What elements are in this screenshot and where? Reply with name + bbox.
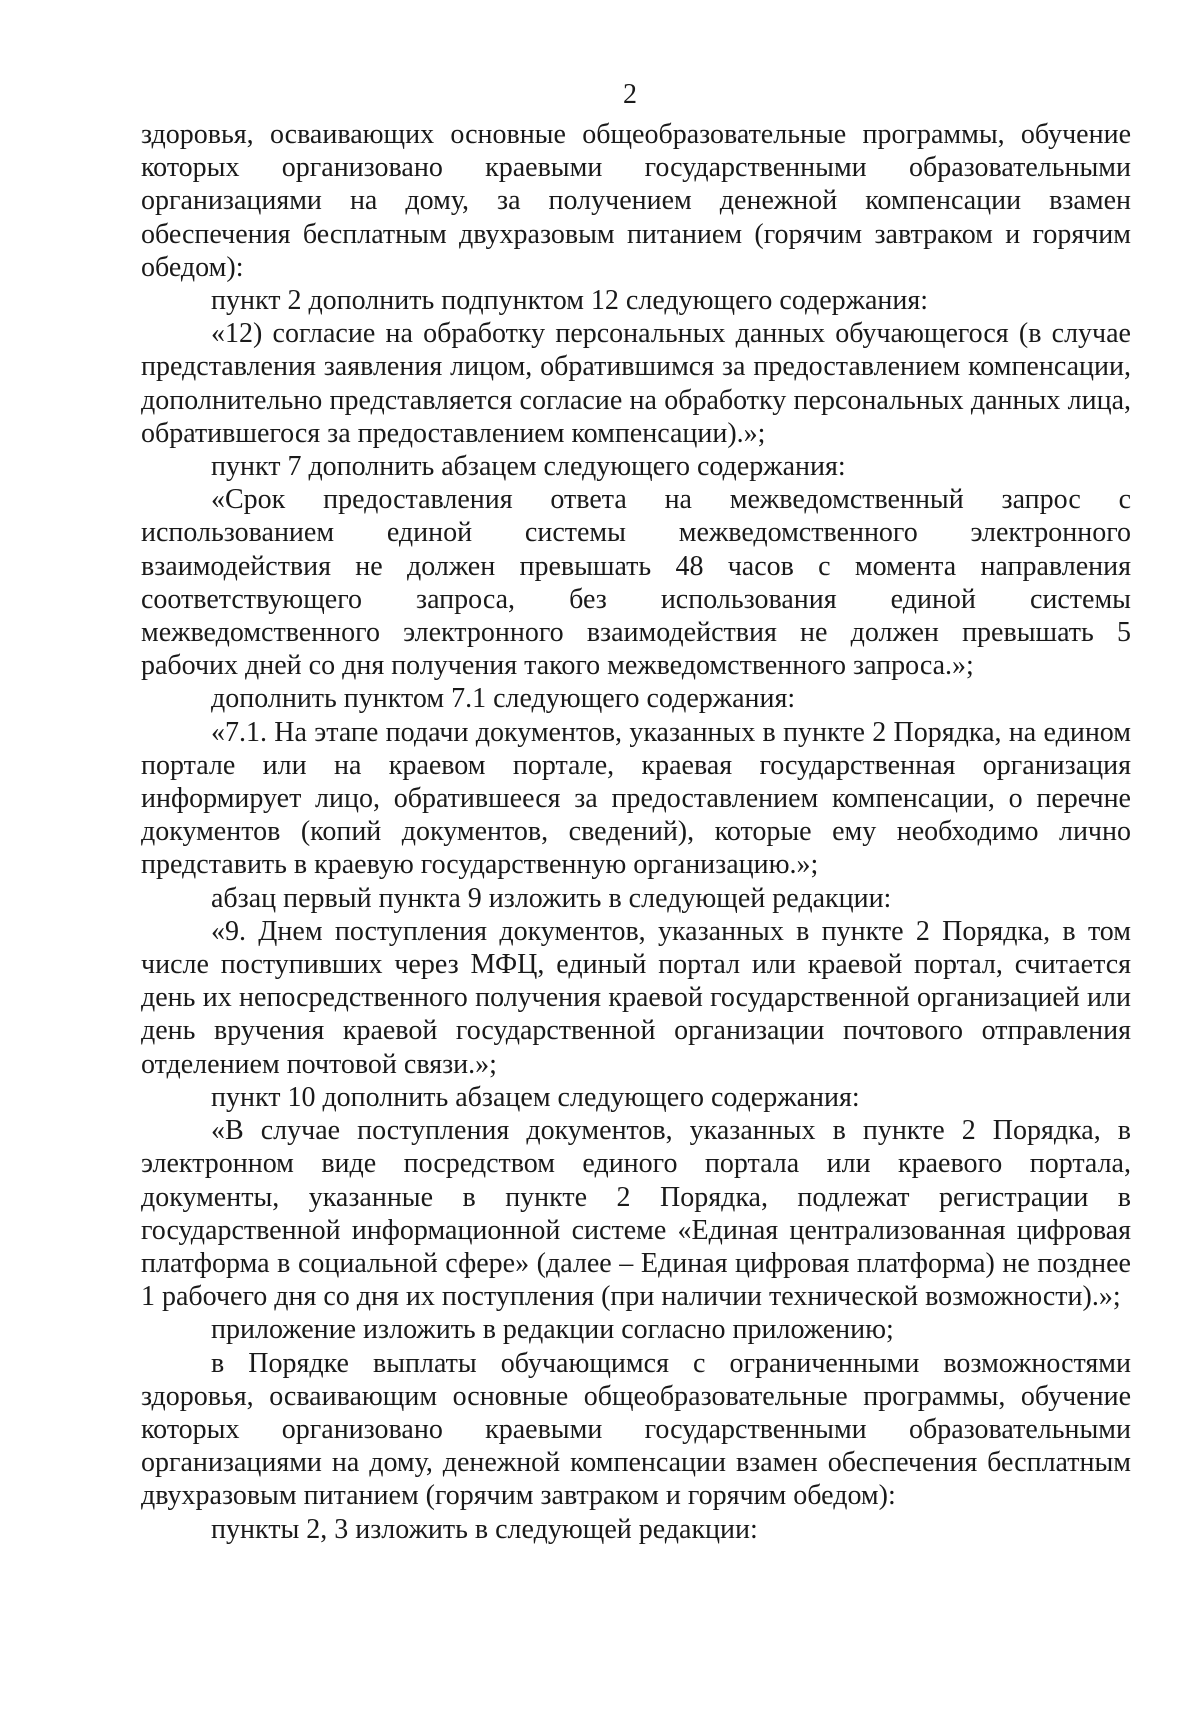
paragraph-items-2-3: пункты 2, 3 изложить в следующей редакции: [211, 1513, 758, 1545]
page-number: 2 [623, 79, 637, 110]
paragraph-item-7-1-text: «7.1. На этапе подачи документов, указанных в пункте 2 Порядка, на едином портале или на краевом портале, краевая государственная организация информирует лицо, обратившееся за предоставлением компенсации, о перечне документов (копий документов, сведений), которые ему необходимо лично представить в краевую государственную организацию.»; [141, 716, 1131, 881]
document-body [141, 118, 1131, 1546]
paragraph-amendment-item-7-1: дополнить пунктом 7.1 следующего содержания: [211, 683, 796, 715]
paragraph-subitem-12-text: «12) согласие на обработку персональных данных обучающегося (в случае представления заявления лицом, обратившимся за предоставлением компенсации, дополнительно представляется согласие на обработку персональных данных лица, обратившегося за предоставлением компенсации).»; [141, 318, 1131, 449]
paragraph-continuation: здоровья, осваивающих основные общеобразовательные программы, обучение которых организовано краевыми государственными образовательными организациями на дому, за получением денежной компенсации взамен обеспечения бесплатным двухразовым питанием (горячим завтраком и горячим обедом): [141, 119, 1131, 283]
paragraph-amendment-item-2: пункт 2 дополнить подпунктом 12 следующего содержания: [211, 285, 929, 317]
paragraph-amendment-item-9: абзац первый пункта 9 изложить в следующей редакции: [211, 882, 892, 914]
paragraph-payment-procedure: в Порядке выплаты обучающимся с ограниченными возможностями здоровья, осваивающим основные общеобразовательные программы, обучение которых организовано краевыми государственными образовательными организациями на дому, денежной компенсации взамен обеспечения бесплатным двухразовым питанием (горячим завтраком и горячим обедом): [141, 1347, 1131, 1512]
paragraph-item-7-text: «Срок предоставления ответа на межведомственный запрос с использованием единой системы межведомственного электронного взаимодействия не должен превышать 48 часов с момента направления соответствующего запроса, без использования единой системы межведомственного электронного взаимодействия не должен превышать 5 рабочих дней со дня получения такого межведомственного запроса.»; [141, 484, 1131, 682]
paragraph-amendment-item-7: пункт 7 дополнить абзацем следующего содержания: [211, 451, 846, 483]
paragraph-amendment-item-10: пункт 10 дополнить абзацем следующего содержания: [211, 1081, 860, 1113]
paragraph-item-10-text: «В случае поступления документов, указанных в пункте 2 Порядка, в электронном виде посредством единого портала или краевого портала, документы, указанные в пункте 2 Порядка, подлежат регистрации в государственной информационной системе «Единая централизованная цифровая платформа в социальной сфере» (далее – Единая цифровая платформа) не позднее 1 рабочего дня со дня их поступления (при наличии технической возможности).»; [141, 1115, 1131, 1313]
paragraph-appendix: приложение изложить в редакции согласно приложению; [211, 1314, 894, 1346]
paragraph-item-9-text: «9. Днем поступления документов, указанных в пункте 2 Порядка, в том числе поступивших через МФЦ, единый портал или краевой портал, считается день их непосредственного получения краевой государственной организацией или день вручения краевой государственной организации почтового отправления отделением почтовой связи.»; [141, 915, 1131, 1080]
